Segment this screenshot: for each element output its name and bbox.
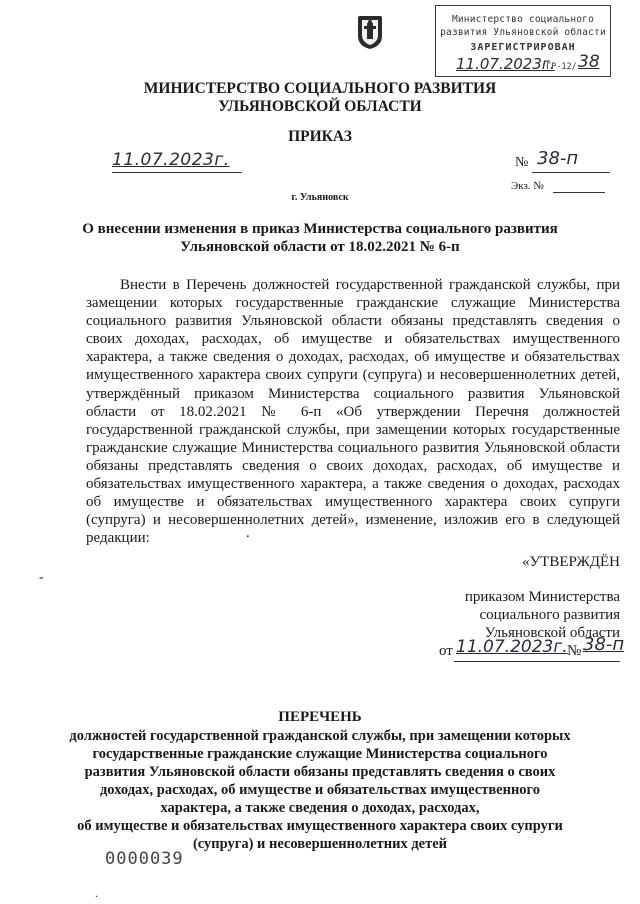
approval-heading: «УТВЕРЖДЁН — [522, 554, 620, 570]
body-paragraph: Внести в Перечень должностей государственной гражданской службы, при замещении которых государственные гражданские служащие Министерства социального развития Ульяновской области обязаны представлять сведения о своих доходах, расходах, об имуществе и обязательствах имущественного характера, а также сведения о доходах, расходах, об имуществе и обязательствах имущественного характера своих супруги (супруга) и несовершеннолетних детей, утверждённый приказом Министерства социального развития Ульяновской области от 18.02.2021 № 6-п «Об утверждении Перечня должностей государственной гражданской службы, при замещении которых государственные гражданские служащие Министерства социального развития Ульяновской области обязаны представлять сведения о своих доходах, расходах, об имуществе и обязательствах имущественного характера, а также сведения о доходах, расходах об имуществе и обязательствах имущественного характера своих супруги (супруга) и несовершеннолетних детей», изменение, изложив его в следующей редакции: — [86, 277, 620, 547]
registration-stamp — [435, 5, 611, 77]
order-date-underline — [112, 172, 242, 173]
stamp-number: 38 — [578, 52, 600, 72]
approval-line1: приказом Министерства — [464, 589, 620, 605]
list-description-line: (супруга) и несовершеннолетних детей — [192, 836, 448, 852]
subject-line1: О внесении изменения в приказ Министерства социального развития — [82, 221, 558, 237]
stamp-status: ЗАРЕГИСТРИРОВАН — [470, 42, 576, 53]
approval-number-label: № — [567, 643, 582, 659]
city: г. Ульяновск — [291, 192, 349, 203]
list-title: ПЕРЕЧЕНЬ — [278, 709, 362, 725]
coat-of-arms-emblem — [356, 14, 384, 50]
list-description-line: доходах, расходах, об имуществе и обязательствах имущественного — [99, 782, 541, 798]
approval-date: 11.07.2023г. — [456, 637, 568, 657]
order-number-label: № — [515, 155, 529, 170]
order-number: 38-п — [537, 148, 579, 169]
approval-line3: Ульяновской области — [484, 625, 620, 641]
stamp-org-line1: Министерство социального — [451, 14, 595, 25]
serial-number: 0000039 — [105, 849, 184, 869]
list-description-line: об имуществе и обязательствах имущественного характера своих супруги — [77, 818, 563, 834]
copy-number-label: Экз. № — [511, 180, 544, 192]
approval-number: 38-п — [583, 634, 625, 655]
list-description-line: должностей государственной гражданской службы, при замещении которых — [69, 728, 571, 744]
stamp-prefix: ГР-12/ — [546, 62, 577, 72]
approval-from-label: от — [439, 643, 453, 659]
bottom-mark: . — [95, 886, 98, 900]
order-number-underline — [532, 172, 610, 173]
ministry-name-line2: УЛЬЯНОВСКОЙ ОБЛАСТИ — [218, 98, 422, 115]
list-description-line: государственные гражданские служащие Министерства социального — [92, 746, 548, 762]
stamp-org-line2: развития Ульяновской области — [440, 27, 606, 38]
stamp-date: 11.07.2023г. — [456, 55, 555, 73]
ministry-name-line1: МИНИСТЕРСТВО СОЦИАЛЬНОГО РАЗВИТИЯ — [143, 80, 497, 97]
approval-line2: социального развития — [479, 607, 620, 623]
body-trailing-mark: . — [246, 525, 250, 541]
list-description-line: развития Ульяновской области обязаны представлять сведения о своих — [84, 764, 556, 780]
document-type: ПРИКАЗ — [288, 128, 352, 145]
order-date: 11.07.2023г. — [112, 150, 230, 170]
approval-underline — [454, 661, 620, 662]
list-description-line: характера, а также сведения о доходах, расходах, — [160, 800, 480, 816]
subject-line2: Ульяновской области от 18.02.2021 № 6-п — [180, 239, 460, 255]
margin-mark: - — [39, 570, 44, 585]
